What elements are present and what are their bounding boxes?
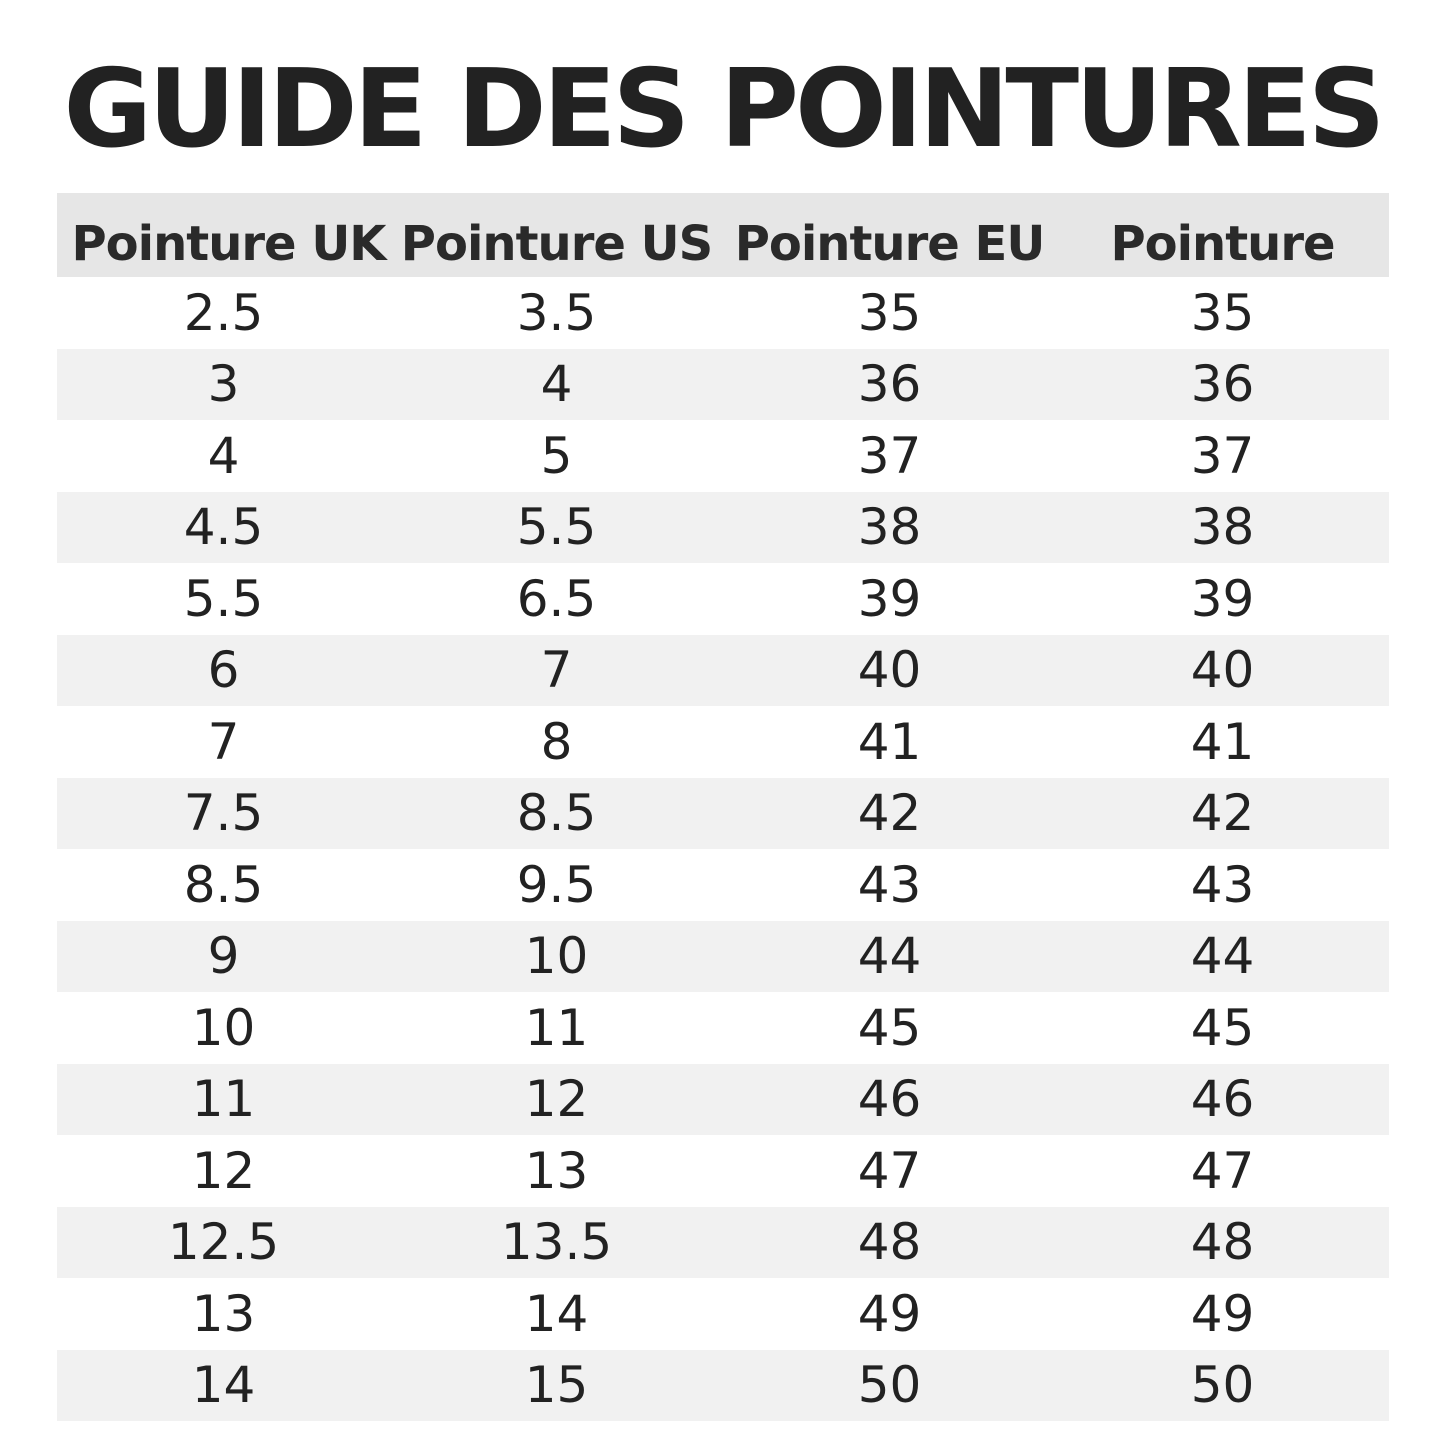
cell-eu-size: 49 <box>857 1284 922 1343</box>
table-row <box>57 1064 1389 1136</box>
cell-uk-size: 8.5 <box>183 855 264 914</box>
table-row <box>57 778 1389 850</box>
table-row <box>57 849 1389 921</box>
header-uk-size: Pointure UK <box>71 216 386 272</box>
cell-us-size: 5.5 <box>516 498 597 557</box>
table-header <box>57 193 1389 277</box>
cell-size: 39 <box>1190 569 1255 628</box>
cell-size: 48 <box>1190 1213 1255 1272</box>
cell-size: 50 <box>1190 1356 1255 1415</box>
cell-uk-size: 3 <box>207 355 240 414</box>
table-row <box>57 1350 1389 1422</box>
cell-size: 42 <box>1190 784 1255 843</box>
table-row <box>57 563 1389 635</box>
cell-size: 44 <box>1190 927 1255 986</box>
cell-eu-size: 36 <box>857 355 922 414</box>
cell-us-size: 5 <box>540 426 573 485</box>
header-eu-size: Pointure EU <box>734 216 1045 272</box>
cell-size: 47 <box>1190 1141 1255 1200</box>
cell-eu-size: 39 <box>857 569 922 628</box>
cell-uk-size: 12.5 <box>167 1213 280 1272</box>
table-row <box>57 706 1389 778</box>
cell-uk-size: 11 <box>191 1070 256 1129</box>
cell-us-size: 13.5 <box>500 1213 613 1272</box>
cell-uk-size: 9 <box>207 927 240 986</box>
cell-eu-size: 46 <box>857 1070 922 1129</box>
cell-uk-size: 7 <box>207 712 240 771</box>
table-row <box>57 635 1389 707</box>
cell-uk-size: 7.5 <box>183 784 264 843</box>
cell-eu-size: 38 <box>857 498 922 557</box>
header-row <box>57 193 1389 277</box>
cell-uk-size: 2.5 <box>183 283 264 342</box>
cell-size: 38 <box>1190 498 1255 557</box>
table-row <box>57 420 1389 492</box>
cell-size: 41 <box>1190 712 1255 771</box>
cell-uk-size: 10 <box>191 998 256 1057</box>
cell-uk-size: 13 <box>191 1284 256 1343</box>
cell-size: 35 <box>1190 283 1255 342</box>
table-body <box>57 277 1389 1421</box>
cell-uk-size: 14 <box>191 1356 256 1415</box>
table-row <box>57 277 1389 349</box>
cell-us-size: 10 <box>524 927 589 986</box>
cell-eu-size: 45 <box>857 998 922 1057</box>
cell-us-size: 8 <box>540 712 573 771</box>
cell-us-size: 9.5 <box>516 855 597 914</box>
cell-eu-size: 48 <box>857 1213 922 1272</box>
table-row <box>57 349 1389 421</box>
cell-eu-size: 41 <box>857 712 922 771</box>
table-row <box>57 921 1389 993</box>
table-row <box>57 1207 1389 1279</box>
cell-us-size: 12 <box>524 1070 589 1129</box>
cell-eu-size: 43 <box>857 855 922 914</box>
cell-us-size: 3.5 <box>516 283 597 342</box>
table-row <box>57 1278 1389 1350</box>
cell-size: 46 <box>1190 1070 1255 1129</box>
cell-uk-size: 4 <box>207 426 240 485</box>
cell-eu-size: 37 <box>857 426 922 485</box>
table-row <box>57 492 1389 564</box>
cell-us-size: 6.5 <box>516 569 597 628</box>
cell-uk-size: 5.5 <box>183 569 264 628</box>
cell-size: 49 <box>1190 1284 1255 1343</box>
cell-size: 37 <box>1190 426 1255 485</box>
cell-uk-size: 12 <box>191 1141 256 1200</box>
cell-size: 36 <box>1190 355 1255 414</box>
cell-eu-size: 40 <box>857 641 922 700</box>
cell-size: 45 <box>1190 998 1255 1057</box>
cell-size: 43 <box>1190 855 1255 914</box>
cell-eu-size: 47 <box>857 1141 922 1200</box>
cell-us-size: 4 <box>540 355 573 414</box>
table-row <box>57 992 1389 1064</box>
header-us-size: Pointure US <box>400 216 713 272</box>
header-size: Pointure <box>1110 216 1335 272</box>
cell-us-size: 13 <box>524 1141 589 1200</box>
page-title: GUIDE DES POINTURES <box>63 47 1382 172</box>
cell-eu-size: 42 <box>857 784 922 843</box>
cell-uk-size: 4.5 <box>183 498 264 557</box>
cell-us-size: 11 <box>524 998 589 1057</box>
cell-us-size: 14 <box>524 1284 589 1343</box>
cell-eu-size: 44 <box>857 927 922 986</box>
cell-eu-size: 35 <box>857 283 922 342</box>
cell-uk-size: 6 <box>207 641 240 700</box>
cell-us-size: 8.5 <box>516 784 597 843</box>
cell-us-size: 7 <box>540 641 573 700</box>
table-row <box>57 1135 1389 1207</box>
size-chart-table <box>57 193 1389 1421</box>
cell-size: 40 <box>1190 641 1255 700</box>
cell-eu-size: 50 <box>857 1356 922 1415</box>
cell-us-size: 15 <box>524 1356 589 1415</box>
